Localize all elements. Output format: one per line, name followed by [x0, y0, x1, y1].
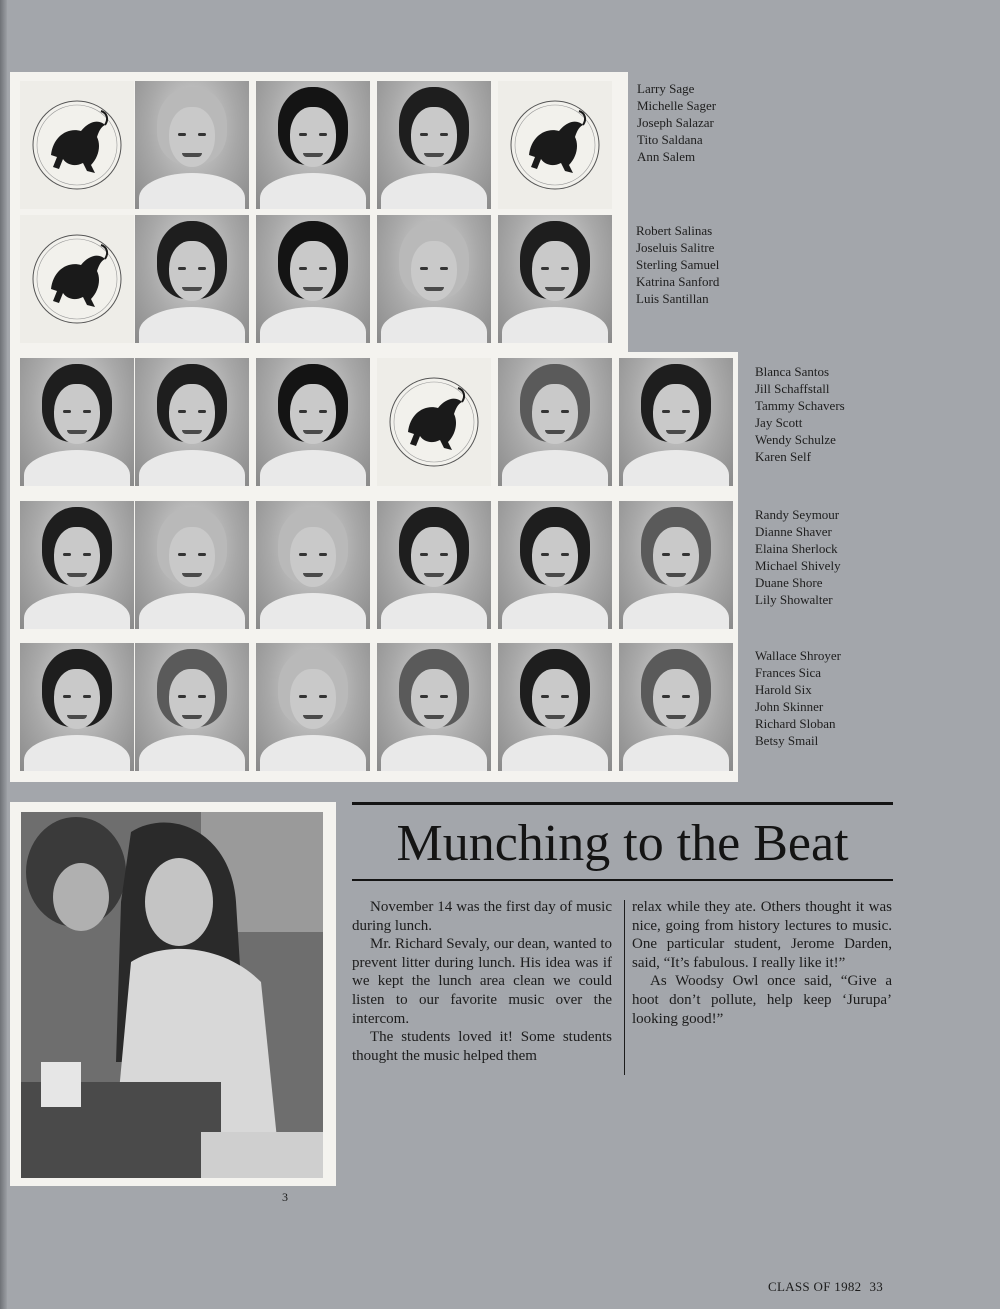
page-footer	[768, 1279, 891, 1295]
photo-number: 3	[282, 1190, 288, 1204]
student-name: Tito Saldana	[637, 132, 703, 147]
student-portrait	[20, 501, 134, 629]
student-name: Joseph Salazar	[637, 115, 714, 130]
student-name: Tammy Schavers	[755, 398, 845, 413]
student-portrait	[619, 501, 733, 629]
student-portrait	[135, 358, 249, 486]
student-name: Robert Salinas	[636, 223, 713, 238]
panther-mascot-icon	[20, 81, 134, 209]
student-portrait	[135, 81, 249, 209]
candid-lunch-photo	[21, 812, 323, 1178]
student-name: Duane Shore	[755, 575, 823, 590]
student-name: Wendy Schulze	[755, 432, 836, 447]
student-name: Karen Self	[755, 449, 811, 464]
student-name: Ann Salem	[637, 149, 696, 164]
page-number: 33	[869, 1279, 884, 1294]
student-portrait	[498, 501, 612, 629]
article-paragraph: As Woodsy Owl once said, “Give a hoot don’t pollute, help keep ‘Jurupa’ looking good!”	[632, 973, 892, 1027]
student-name: Betsy Smail	[755, 733, 819, 748]
student-name: Joseluis Salitre	[636, 240, 715, 255]
student-portrait	[135, 501, 249, 629]
article-paragraph: relax while they ate. Others thought it was nice, going from history lectures to music. One particular student, Jerome Darden, said, “It’s fabulous. I really like it!”	[632, 899, 892, 971]
student-name: John Skinner	[755, 699, 824, 714]
student-portrait	[619, 643, 733, 771]
class-label: CLASS OF 1982	[768, 1279, 862, 1294]
student-name: Harold Six	[755, 682, 812, 697]
name-list-row-5	[755, 647, 841, 749]
student-name: Dianne Shaver	[755, 524, 832, 539]
panther-mascot-icon	[20, 215, 134, 343]
column-divider	[624, 900, 625, 1075]
student-portrait	[256, 501, 370, 629]
student-name: Elaina Sherlock	[755, 541, 838, 556]
name-list-row-3	[755, 363, 845, 465]
student-portrait	[256, 358, 370, 486]
student-name: Frances Sica	[755, 665, 822, 680]
student-portrait	[377, 215, 491, 343]
student-name: Richard Sloban	[755, 716, 836, 731]
headline-top-rule	[352, 802, 893, 805]
article-paragraph: Mr. Richard Sevaly, our dean, wanted to prevent litter during lunch. His idea was if we kept the lunch area clean we could listen to our favorite music over the intercom.	[352, 936, 612, 1027]
article-column-left	[352, 898, 612, 1065]
student-portrait	[135, 643, 249, 771]
student-portrait	[20, 643, 134, 771]
candid-photo-illustration	[21, 812, 323, 1178]
student-portrait	[377, 81, 491, 209]
student-name: Michelle Sager	[637, 98, 717, 113]
student-portrait	[498, 215, 612, 343]
article-column-right	[632, 898, 892, 1028]
student-portrait	[619, 358, 733, 486]
student-name: Jill Schaffstall	[755, 381, 830, 396]
name-list-row-2	[636, 222, 719, 307]
student-name: Blanca Santos	[755, 364, 830, 379]
page-binding-edge	[0, 0, 7, 1309]
student-portrait	[498, 643, 612, 771]
student-name: Randy Seymour	[755, 507, 840, 522]
student-portrait	[135, 215, 249, 343]
panther-mascot-icon	[498, 81, 612, 209]
student-name: Sterling Samuel	[636, 257, 720, 272]
student-name: Luis Santillan	[636, 291, 709, 306]
student-name: Wallace Shroyer	[755, 648, 841, 663]
student-name: Michael Shively	[755, 558, 841, 573]
name-list-row-4	[755, 506, 841, 608]
article-paragraph: November 14 was the first day of music during lunch.	[352, 899, 612, 934]
student-portrait	[256, 215, 370, 343]
student-name: Larry Sage	[637, 81, 695, 96]
panther-mascot-icon	[377, 358, 491, 486]
article-paragraph: The students loved it! Some students thought the music helped them	[352, 1029, 612, 1064]
student-portrait	[20, 358, 134, 486]
headline-bottom-rule	[352, 879, 893, 881]
student-portrait	[256, 81, 370, 209]
student-name: Jay Scott	[755, 415, 803, 430]
student-name: Katrina Sanford	[636, 274, 720, 289]
name-list-row-1	[637, 80, 716, 165]
student-portrait	[377, 501, 491, 629]
student-portrait	[498, 358, 612, 486]
student-portrait	[377, 643, 491, 771]
student-portrait	[256, 643, 370, 771]
student-name: Lily Showalter	[755, 592, 833, 607]
article-headline: Munching to the Beat	[396, 815, 849, 872]
